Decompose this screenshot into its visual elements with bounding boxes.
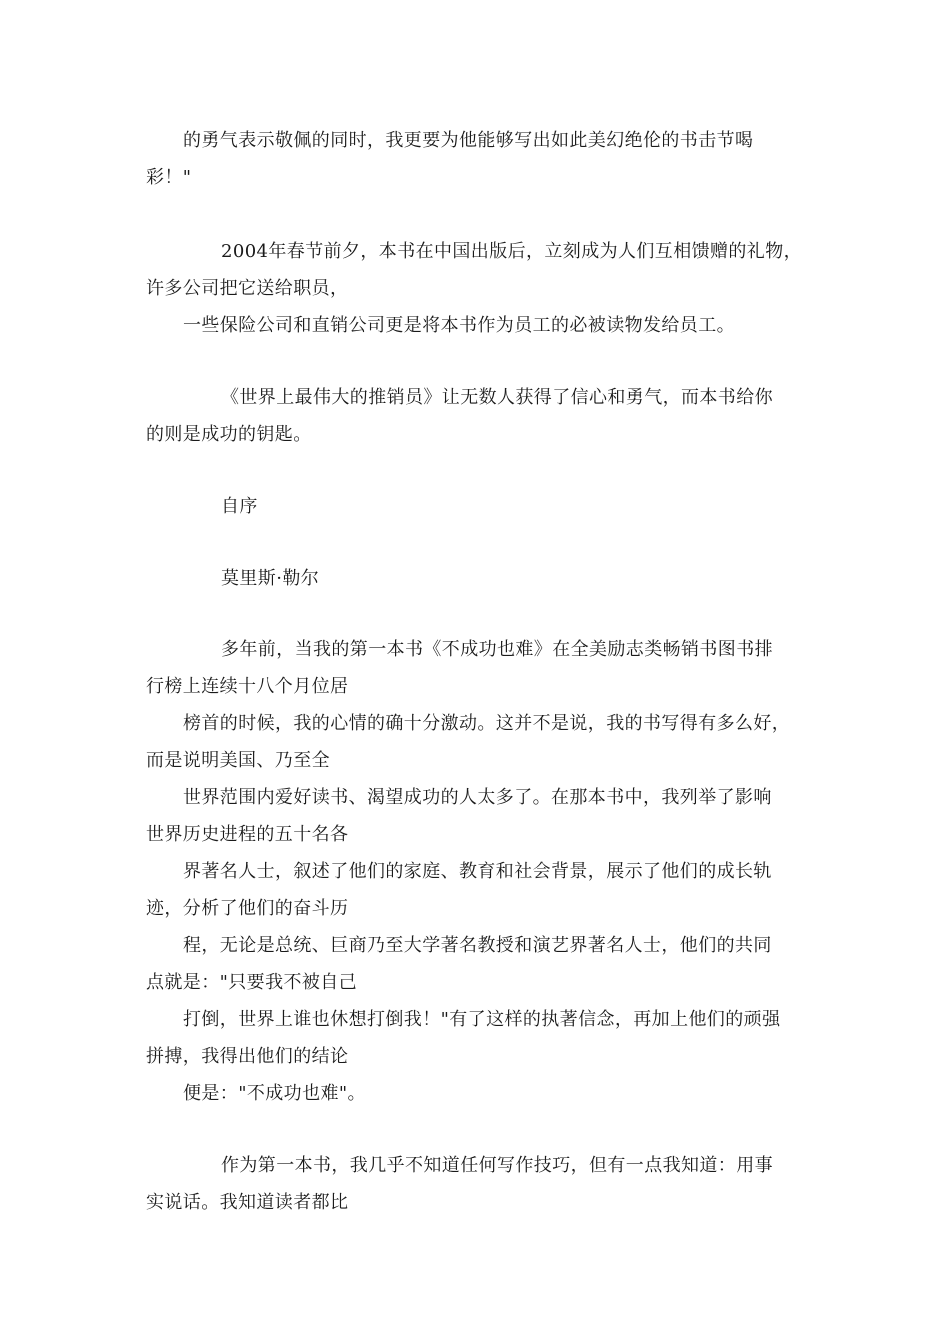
text-line: 便是："不成功也难"。 [183,1083,366,1104]
text-line: 行榜上连续十八个月位居 [146,676,349,697]
text-line: 迹，分析了他们的奋斗历 [146,898,349,919]
text-line: 许多公司把它送给职员， [146,278,349,299]
text-line: 实说话。我知道读者都比 [146,1192,349,1213]
text-line: 2004年春节前夕，本书在中国出版后，立刻成为人们互相馈赠的礼物， [221,241,803,262]
text-line: 世界历史进程的五十名各 [146,824,349,845]
text-line: 打倒，世界上谁也休想打倒我！"有了这样的执著信念，再加上他们的顽强 [183,1009,781,1030]
section-heading: 自序 [221,496,258,517]
text-line: 点就是："只要我不被自己 [146,972,358,993]
text-line: 程，无论是总统、巨商乃至大学著名教授和演艺界著名人士，他们的共同 [183,935,772,956]
text-line: 界著名人士，叙述了他们的家庭、教育和社会背景，展示了他们的成长轨 [183,861,772,882]
author-name: 莫里斯·勒尔 [221,568,320,589]
text-line: 榜首的时候，我的心情的确十分激动。这并不是说，我的书写得有多么好， [183,713,791,734]
text-line: 拼搏，我得出他们的结论 [146,1046,349,1067]
text-line: 一些保险公司和直销公司更是将本书作为员工的必被读物发给员工。 [183,315,735,336]
text-line: 而是说明美国、乃至全 [146,750,330,771]
text-line: 《世界上最伟大的推销员》让无数人获得了信心和勇气，而本书给你 [221,387,773,408]
text-line: 多年前，当我的第一本书《不成功也难》在全美励志类畅销书图书排 [221,639,773,660]
text-line: 世界范围内爱好读书、渴望成功的人太多了。在那本书中，我列举了影响 [183,787,772,808]
text-line: 作为第一本书，我几乎不知道任何写作技巧，但有一点我知道：用事 [221,1155,773,1176]
text-line: 彩！" [146,167,192,188]
text-line: 的勇气表示敬佩的同时，我更要为他能够写出如此美幻绝伦的书击节喝 [183,130,754,151]
text-line: 的则是成功的钥匙。 [146,424,312,445]
